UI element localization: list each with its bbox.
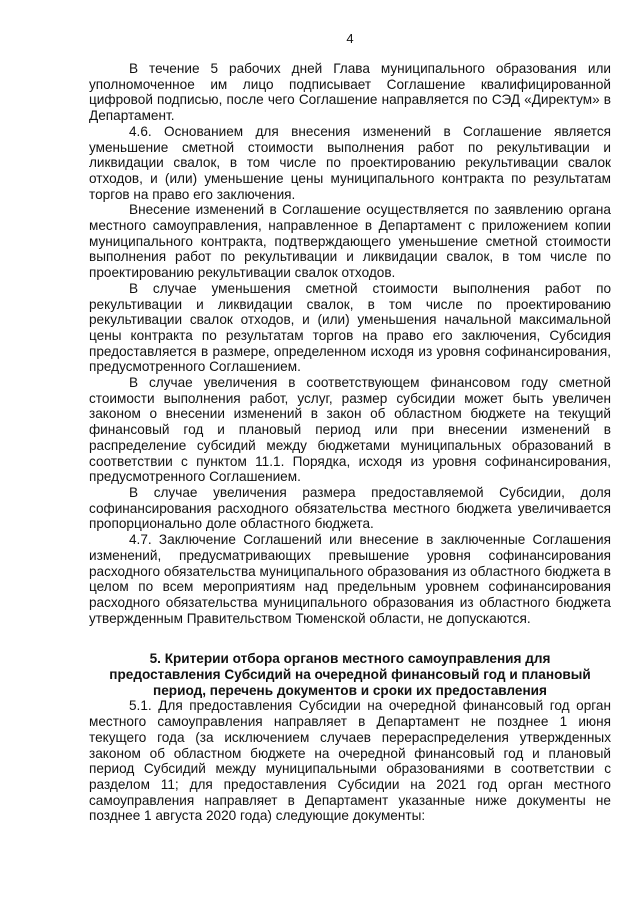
paragraph-4-6: 4.6. Основанием для внесения изменений в Соглашение является уменьшение сметной стоимости выполнения работ по рекультивации и ликвидации свалок, в том числе по проектированию рекультивации свалок отходов, и (или) уменьшение цены муниципального контракта по результатам торгов на право его заключения.: [89, 123, 611, 202]
document-body: [89, 61, 611, 824]
paragraph-amendment-request: Внесение изменений в Соглашение осуществляется по заявлению органа местного самоуправления, направленное в Департамент с приложением копии муниципального контракта, подтверждающего уменьшение сметной стоимости выполнения работ по рекультивации и ликвидации свалок, в том числе по проектированию рекультивации свалок отходов.: [89, 202, 611, 281]
paragraph-subsidy-increase: В случае увеличения размера предоставляемой Субсидии, доля софинансирования расходного обязательства местного бюджета увеличивается пропорционально доле областного бюджета.: [89, 484, 611, 532]
paragraph-signing: В течение 5 рабочих дней Глава муниципального образования или уполномоченное им лицо подписывает Соглашение квалифицированной цифровой подписью, после чего Соглашение направляется по СЭД «Директум» в Департамент.: [89, 61, 611, 124]
paragraph-5-1: 5.1. Для предоставления Субсидии на очередной финансовый год орган местного самоуправления направляет в Департамент не позднее 1 июня текущего года (за исключением случаев перераспределения утвержденных законом об областном бюджете на очередной финансовый год и плановый период Субсидий между муниципальными образованиями в соответствии с разделом 11; для предоставления Субсидии на 2021 год орган местного самоуправления направляет в Департамент указанные ниже документы не позднее 1 августа 2020 года) следующие документы:: [89, 698, 611, 824]
paragraph-cost-increase: В случае увеличения в соответствующем финансовом году сметной стоимости выполнения работ, услуг, размер субсидии может быть увеличен законом о внесении изменений в закон об областном бюджете на текущий финансовый год и плановый период или при внесении изменений в распределение субсидий между бюджетами муниципальных образований в соответствии с пунктом 11.1. Порядка, исходя из уровня софинансирования, предусмотренного Соглашением.: [89, 375, 611, 485]
section-heading: 5. Критерии отбора органов местного самоуправления для предоставления Субсидий на очередной финансовый год и плановый период, перечень документов и сроки их предоставления: [109, 651, 591, 698]
paragraph-4-7: 4.7. Заключение Соглашений или внесение в заключенные Соглашения изменений, предусматривающих превышение уровня софинансирования расходного обязательства муниципального образования из областного бюджета в целом по всем мероприятиям над предельным уровнем софинансирования расходного обязательства муниципального образования из областного бюджета утвержденным Правительством Тюменской области, не допускаются.: [89, 532, 611, 626]
page-number: 4: [346, 31, 354, 46]
paragraph-cost-decrease: В случае уменьшения сметной стоимости выполнения работ по рекультивации и ликвидации свалок, в том числе по проектированию рекультивации свалок отходов, и (или) уменьшения начальной максимальной цены контракта по результатам торгов на право его заключения, Субсидия предоставляется в размере, определенном исходя из уровня софинансирования, предусмотренного Соглашением.: [89, 280, 611, 375]
